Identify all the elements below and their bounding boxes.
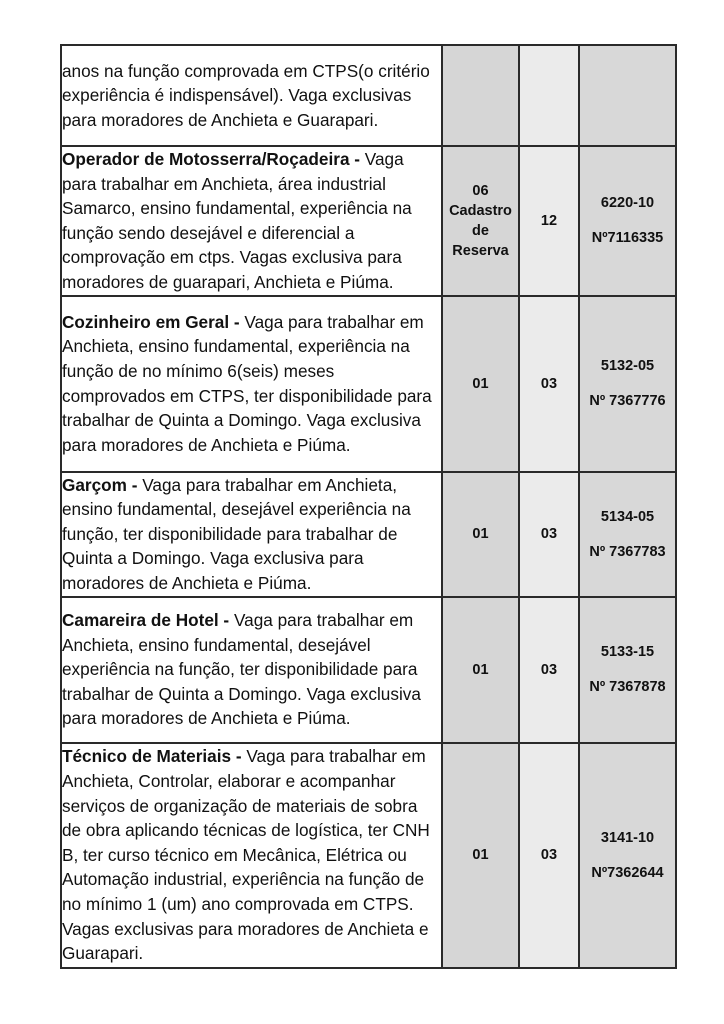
table-row [61, 45, 676, 146]
job-description-cell [61, 296, 442, 472]
candidates-cell [519, 597, 579, 743]
job-title: Operador de Motosserra/Roçadeira - [62, 149, 361, 169]
vacancies-count: 01 [472, 526, 489, 543]
cbo-cell [579, 743, 676, 968]
cbo-cell [579, 472, 676, 597]
cbo-cell [579, 296, 676, 472]
cbo-code: 5134-05 [600, 508, 655, 525]
vacancies-count: 01 [472, 375, 489, 392]
vacancies-note: Cadastro de Reserva [449, 202, 512, 259]
vacancies-cell [442, 472, 519, 597]
job-code: Nº7362644 [591, 864, 664, 881]
job-code: Nº 7367776 [589, 393, 666, 410]
job-description-cell [61, 472, 442, 597]
table-row [61, 472, 676, 597]
candidates-cell [519, 472, 579, 597]
job-description: Vaga para trabalhar em Anchieta, ensino fundamental, desejável experiência na função, ter disponibilidade para trabalhar de Quinta a Domingo. Vaga exclusiva para moradores de Anchieta e Piúma. [62, 610, 421, 729]
vacancies-cell [442, 146, 519, 296]
vacancies-cell [442, 743, 519, 968]
table-row [61, 743, 676, 968]
job-description-cell [61, 597, 442, 743]
vacancies-count: 06 [472, 182, 489, 199]
job-description-cell [61, 146, 442, 296]
job-title: Garçom - [62, 474, 138, 495]
cbo-cell [579, 45, 676, 146]
cbo-code: 5133-15 [600, 644, 655, 661]
job-code: Nº 7367783 [589, 543, 666, 560]
candidates-count: 12 [540, 212, 558, 229]
vacancies-cell [442, 597, 519, 743]
vacancies-count: 01 [472, 661, 489, 678]
vacancies-count: 01 [472, 847, 489, 864]
cbo-code: 3141-10 [600, 829, 655, 846]
candidates-count: 03 [540, 847, 558, 864]
job-title: Camareira de Hotel - [62, 610, 230, 631]
cbo-cell [579, 146, 676, 296]
job-description-cell [61, 743, 442, 968]
job-code: Nº7116335 [591, 230, 664, 247]
table-row [61, 146, 676, 296]
vacancies-cell [442, 296, 519, 472]
table-row [61, 597, 676, 743]
job-description: Vaga para trabalhar em Anchieta, ensino fundamental, desejável experiência na função, ter disponibilidade para trabalhar de Quinta a Domingo. Vaga exclusiva para moradores de Anchieta e Piúma. [62, 474, 411, 593]
job-title: Técnico de Materiais - [62, 746, 242, 767]
candidates-count: 03 [540, 661, 558, 678]
candidates-cell [519, 296, 579, 472]
table-row [61, 296, 676, 472]
candidates-count: 03 [540, 375, 558, 392]
cbo-cell [579, 597, 676, 743]
candidates-cell [519, 146, 579, 296]
job-title: Cozinheiro em Geral - [62, 311, 240, 332]
job-listings-table [60, 44, 677, 969]
cbo-code: 5132-05 [600, 358, 655, 375]
candidates-count: 03 [540, 526, 558, 543]
job-description: anos na função comprovada em CTPS(o critério experiência é indispensável). Vaga exclusivas para moradores de Anchieta e Guarapari. [62, 60, 430, 130]
job-description: Vaga para trabalhar em Anchieta, área industrial Samarco, ensino fundamental, experiência na função sendo desejável e diferencial a comprovação em ctps. Vagas exclusiva para moradores de guarapari, Anchieta e Piúma. [62, 149, 412, 292]
vacancies-cell [442, 45, 519, 146]
candidates-cell [519, 45, 579, 146]
job-description-cell [61, 45, 442, 146]
candidates-cell [519, 743, 579, 968]
job-description: Vaga para trabalhar em Anchieta, Controlar, elaborar e acompanhar serviços de organização de materiais de sobra de obra aplicando técnicas de logística, ter CNH B, ter curso técnico em Mecânica, Elétrica ou Automação industrial, experiência na função de no mínimo 1 (um) ano comprovada em CTPS. Vagas exclusivas para moradores de Anchieta e Guarapari. [62, 746, 430, 964]
job-code: Nº 7367878 [589, 679, 666, 696]
cbo-code: 6220-10 [600, 195, 655, 212]
job-description: Vaga para trabalhar em Anchieta, ensino fundamental, experiência na função de no mínimo 6(seis) meses comprovados em CTPS, ter disponibilidade para trabalhar de Quinta a Domingo. Vaga exclusiva para moradores de Anchieta e Piúma. [62, 311, 432, 455]
